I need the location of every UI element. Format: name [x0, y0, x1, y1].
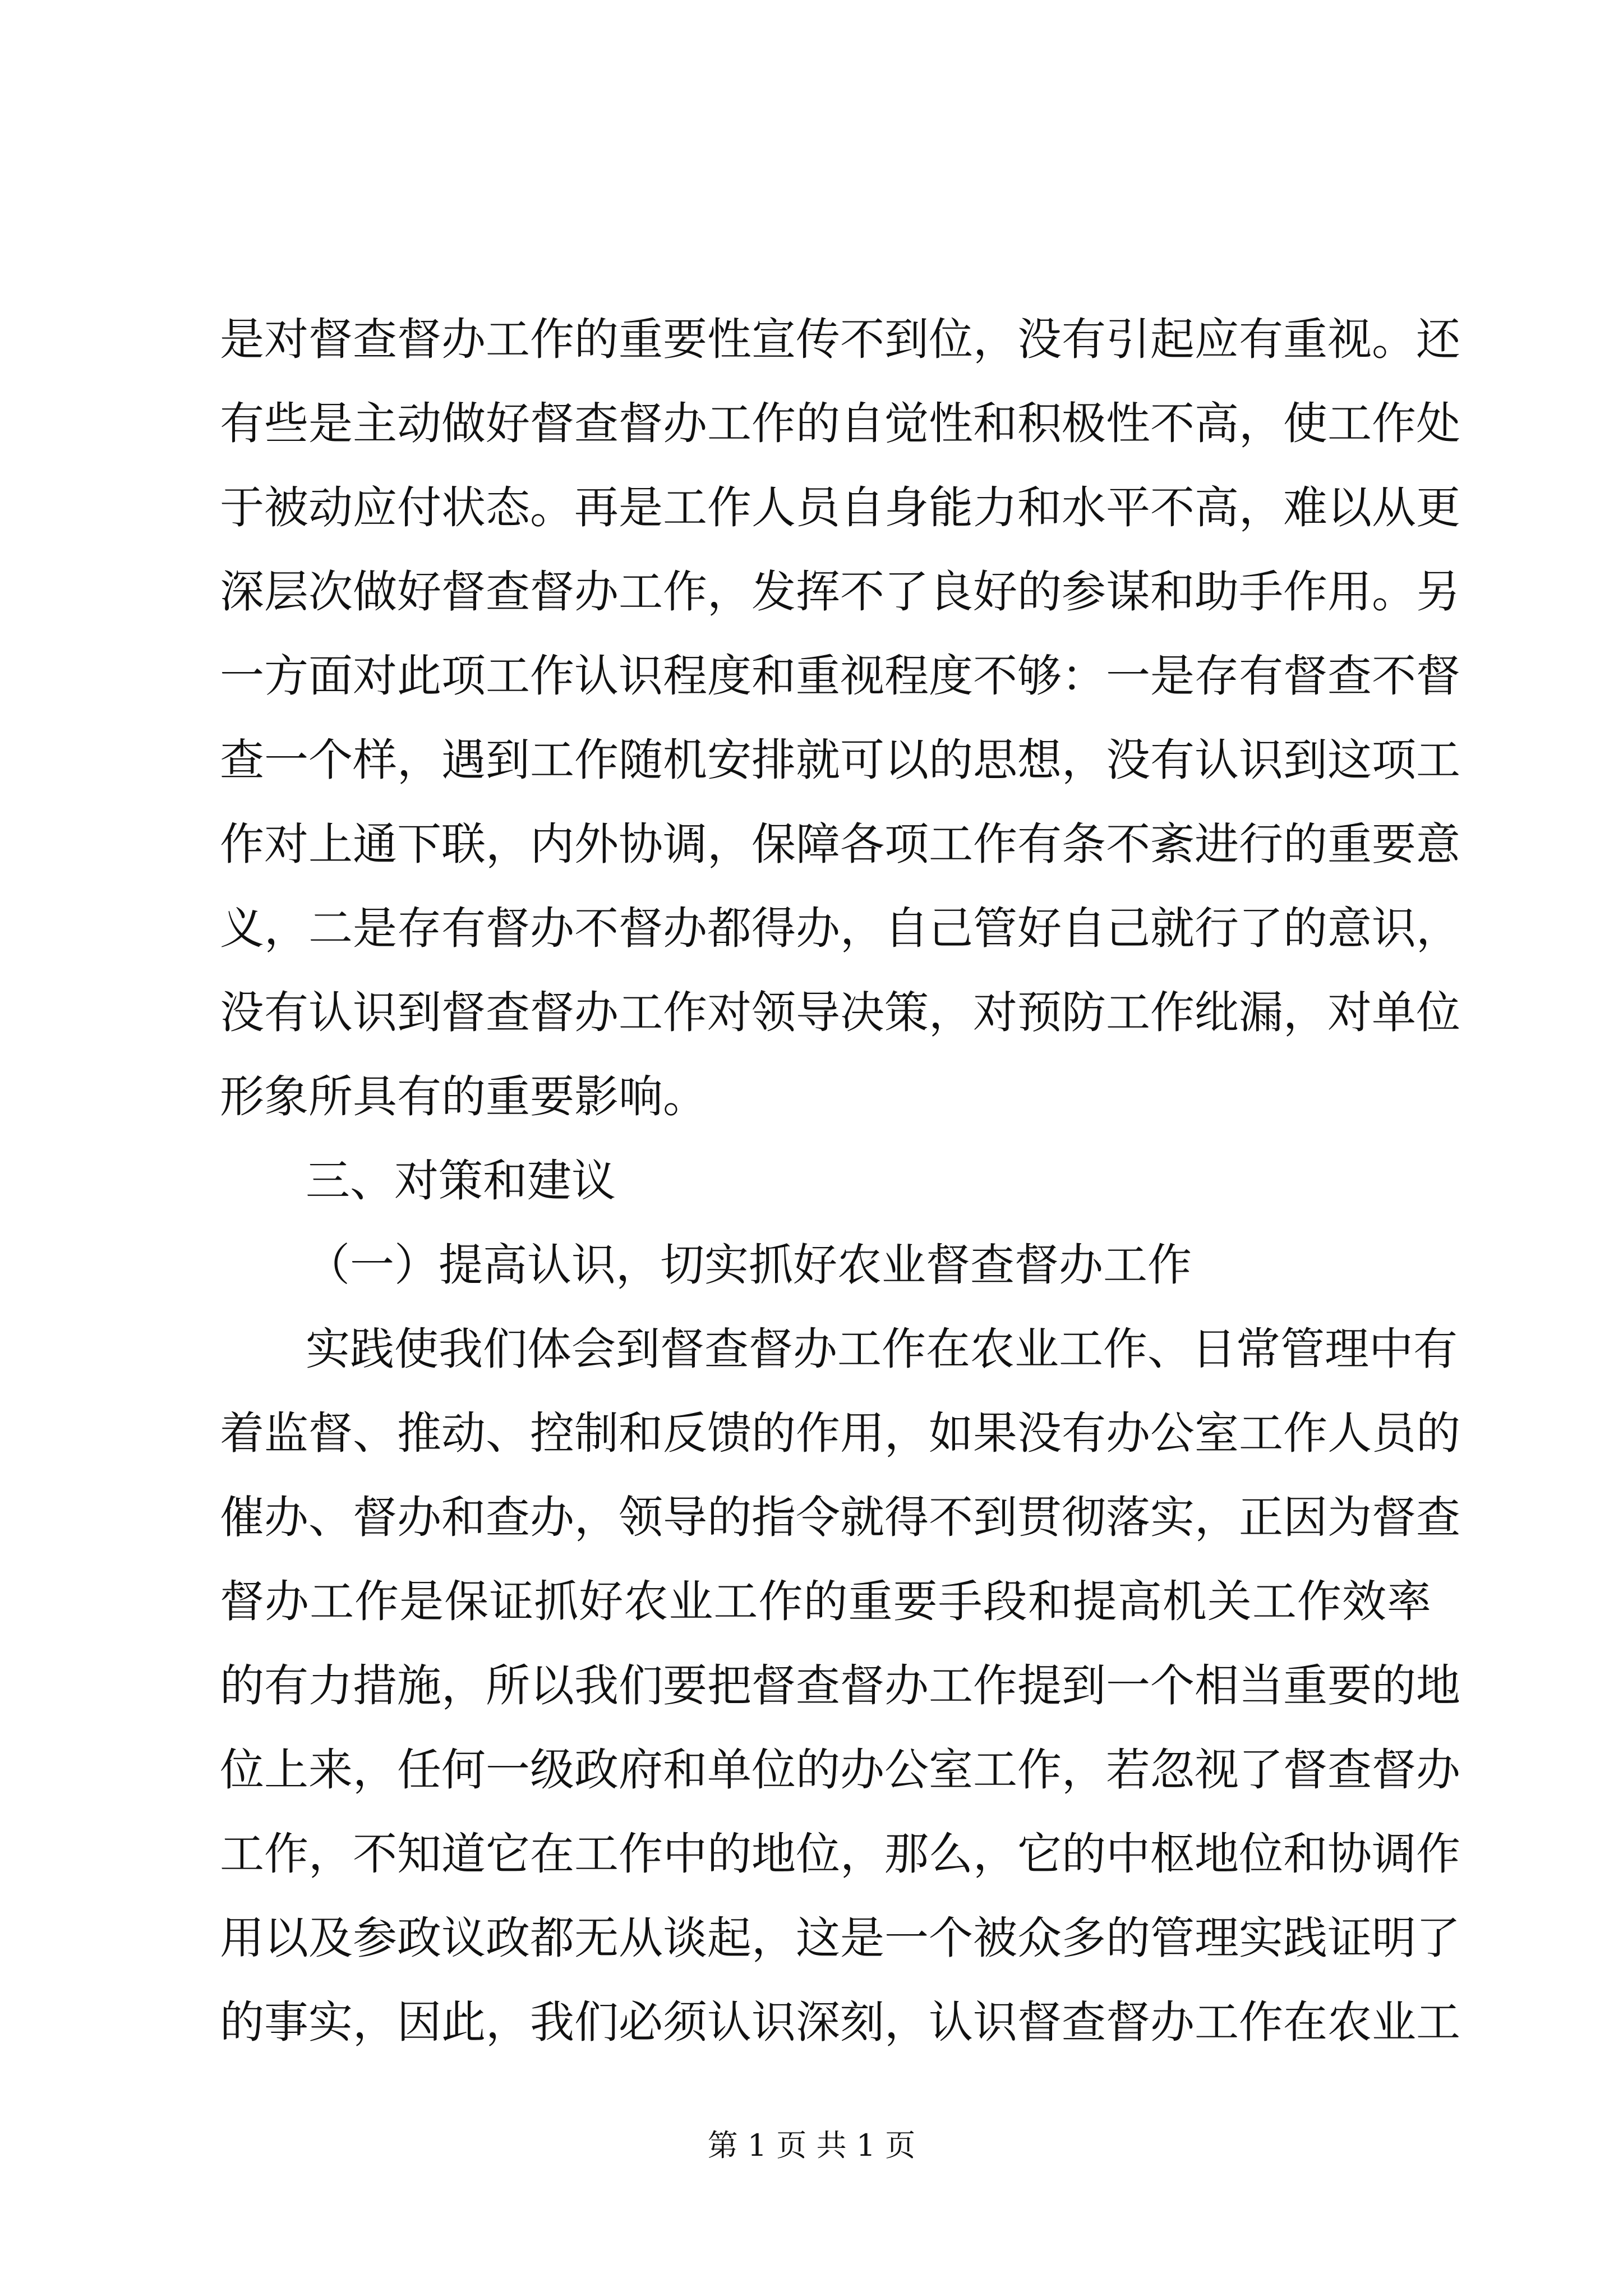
paragraph-line: 于被动应付状态。再是工作人员自身能力和水平不高，难以从更 — [220, 482, 1460, 533]
paragraph-line: 着监督、推动、控制和反馈的作用，如果没有办公室工作人员的 — [220, 1407, 1460, 1459]
paragraph-line: 查一个样，遇到工作随机安排就可以的思想，没有认识到这项工 — [220, 734, 1460, 786]
paragraph-line: 是对督查督办工作的重要性宣传不到位，没有引起应有重视。还 — [220, 314, 1460, 365]
paragraph-line: 形象所具有的重要影响。 — [220, 1071, 707, 1122]
paragraph-line: 工作，不知道它在工作中的地位，那么，它的中枢地位和协调作 — [220, 1828, 1460, 1880]
paragraph-line: 的事实，因此，我们必须认识深刻，认识督查督办工作在农业工 — [220, 1996, 1460, 2048]
paragraph-line: 用以及参政议政都无从谈起，这是一个被众多的管理实践证明了 — [220, 1912, 1460, 1964]
paragraph-line: 没有认识到督查督办工作对领导决策，对预防工作纰漏，对单位 — [220, 987, 1460, 1038]
section-heading: 三、对策和建议 — [306, 1155, 616, 1207]
paragraph-line: 位上来，任何一级政府和单位的办公室工作，若忽视了督查督办 — [220, 1744, 1460, 1796]
paragraph-line: 作对上通下联，内外协调，保障各项工作有条不紊进行的重要意 — [220, 818, 1460, 870]
paragraph-line: 催办、督办和查办，领导的指令就得不到贯彻落实，正因为督查 — [220, 1492, 1460, 1543]
paragraph-line: 一方面对此项工作认识程度和重视程度不够：一是存有督查不督 — [220, 650, 1460, 702]
paragraph-line: 有些是主动做好督查督办工作的自觉性和积极性不高，使工作处 — [220, 398, 1460, 449]
paragraph-line: 深层次做好督查督办工作，发挥不了良好的参谋和助手作用。另 — [220, 566, 1460, 618]
page-footer: 第 1 页 共 1 页 — [707, 2128, 916, 2163]
paragraph-line: 实践使我们体会到督查督办工作在农业工作、日常管理中有 — [306, 1323, 1458, 1375]
paragraph-line: 督办工作是保证抓好农业工作的重要手段和提高机关工作效率 — [220, 1576, 1431, 1627]
subsection-heading: （一）提高认识，切实抓好农业督查督办工作 — [306, 1239, 1192, 1291]
paragraph-line: 的有力措施，所以我们要把督查督办工作提到一个相当重要的地 — [220, 1660, 1460, 1711]
paragraph-line: 义，二是存有督办不督办都得办，自己管好自己就行了的意识， — [220, 903, 1460, 954]
